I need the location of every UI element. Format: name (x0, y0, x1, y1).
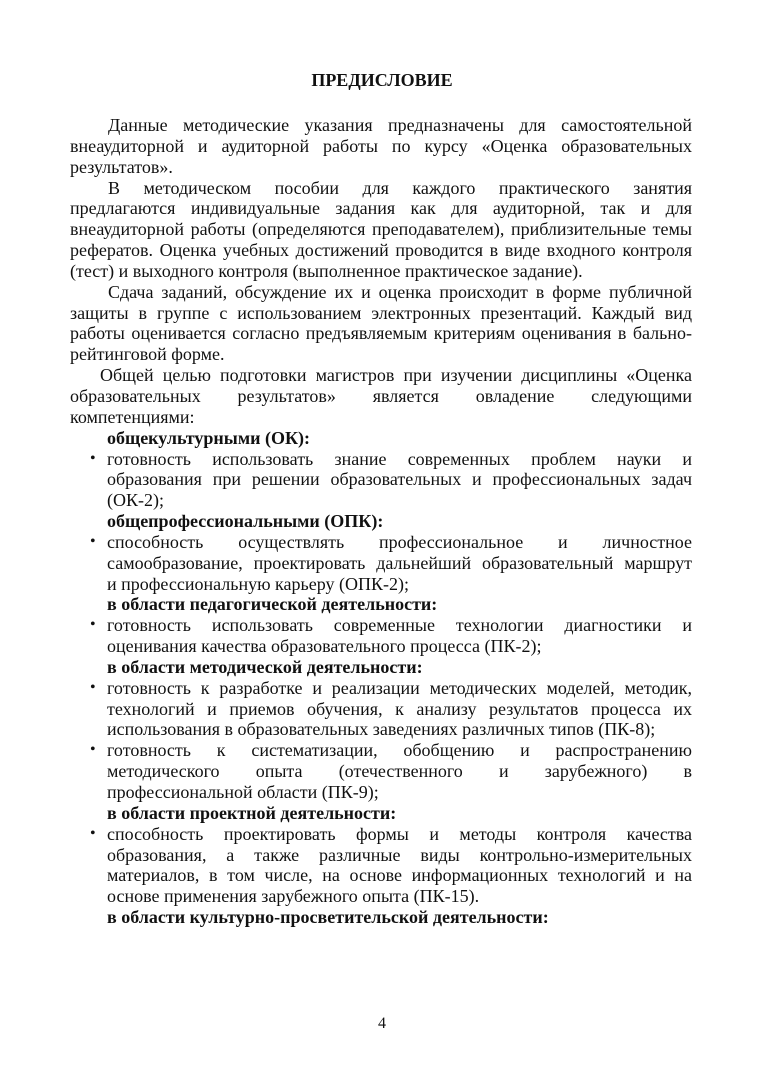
text-line: предлагаются индивидуальные задания как для аудиторной, так и для (70, 198, 692, 219)
paragraph (70, 115, 692, 178)
paragraph (70, 282, 692, 365)
text-line: материалов, в том числе, на основе информационных технологий и на (107, 865, 692, 886)
bullet-icon: • (90, 678, 96, 696)
text-line: и профессиональную карьеру (ОПК-2); (107, 573, 409, 594)
text-line: работы оценивается согласно предъявляемым критериям оценивания в бально- (70, 323, 692, 344)
page-number: 4 (378, 1015, 386, 1032)
text-line: технологий и приемов обучения, к анализу результатов процесса их (107, 698, 692, 719)
text-line: основе применения зарубежного опыта (ПК-15). (107, 886, 480, 907)
bullet-icon: • (90, 532, 96, 550)
text-line: оценивания качества образовательного процесса (ПК-2); (107, 636, 542, 657)
list-item (70, 740, 692, 803)
paragraph (70, 178, 692, 282)
text-line: образовательных результатов» является овладение следующими (70, 385, 692, 406)
bullet-icon: • (90, 824, 96, 842)
text-line: методического опыта (отечественного и зарубежного) в (107, 761, 692, 782)
list-item (70, 615, 692, 657)
section-heading: в области педагогической деятельности: (107, 594, 438, 615)
section-heading: общекультурными (ОК): (107, 427, 310, 448)
text-line: самообразование, проектировать дальнейший образовательный маршрут (107, 552, 692, 573)
text-line: Сдача заданий, обсуждение их и оценка происходит в форме публичной (108, 281, 692, 302)
section-heading: в области проектной деятельности: (107, 802, 397, 823)
text-line: внеаудиторной работы (определяются преподавателем), приблизительные темы (70, 219, 692, 240)
text-line: защиты в группе с использованием электронных презентаций. Каждый вид (70, 302, 692, 323)
bullet-icon: • (90, 449, 96, 467)
document-body (70, 115, 692, 928)
list-item (70, 449, 692, 512)
text-line: готовность использовать современные технологии диагностики и (107, 615, 692, 636)
text-line: образования, а также различные виды контрольно-измерительных (107, 844, 692, 865)
text-line: Общей целью подготовки магистров при изучении дисциплины «Оценка (100, 365, 692, 386)
page-title: ПРЕДИСЛОВИЕ (311, 70, 453, 90)
section-heading: в области культурно-просветительской деятельности: (107, 907, 549, 928)
text-line: результатов». (70, 156, 173, 177)
list-item (70, 678, 692, 741)
list-item (70, 824, 692, 907)
text-line: (тест) и выходного контроля (выполненное практическое задание). (70, 260, 583, 281)
text-line: компетенциями: (70, 406, 195, 427)
text-line: использования в образовательных заведениях различных типов (ПК-8); (107, 719, 656, 740)
text-line: (ОК-2); (107, 490, 164, 511)
section-heading: в области методической деятельности: (107, 656, 423, 677)
list-item (70, 532, 692, 595)
text-line: готовность использовать знание современных проблем науки и (107, 448, 692, 469)
text-line: способность проектировать формы и методы контроля качества (107, 823, 692, 844)
bullet-icon: • (90, 741, 96, 759)
text-line: рейтинговой форме. (70, 344, 225, 365)
text-line: способность осуществлять профессиональное и личностное (107, 531, 692, 552)
text-line: готовность к систематизации, обобщению и распространению (107, 740, 692, 761)
text-line: рефератов. Оценка учебных достижений проводится в виде входного контроля (70, 240, 692, 261)
text-line: профессиональной области (ПК-9); (107, 782, 379, 802)
text-line: готовность к разработке и реализации методических моделей, методик, (107, 677, 692, 698)
section-heading: общепрофессиональными (ОПК): (107, 511, 384, 532)
text-line: образования при решении образовательных и профессиональных задач (107, 469, 692, 490)
text-line: внеаудиторной и аудиторной работы по курсу «Оценка образовательных (70, 135, 692, 156)
paragraph (70, 365, 692, 428)
bullet-icon: • (90, 616, 96, 634)
text-line: В методическом пособии для каждого практического занятия (108, 177, 692, 198)
text-line: Данные методические указания предназначены для самостоятельной (108, 115, 692, 135)
